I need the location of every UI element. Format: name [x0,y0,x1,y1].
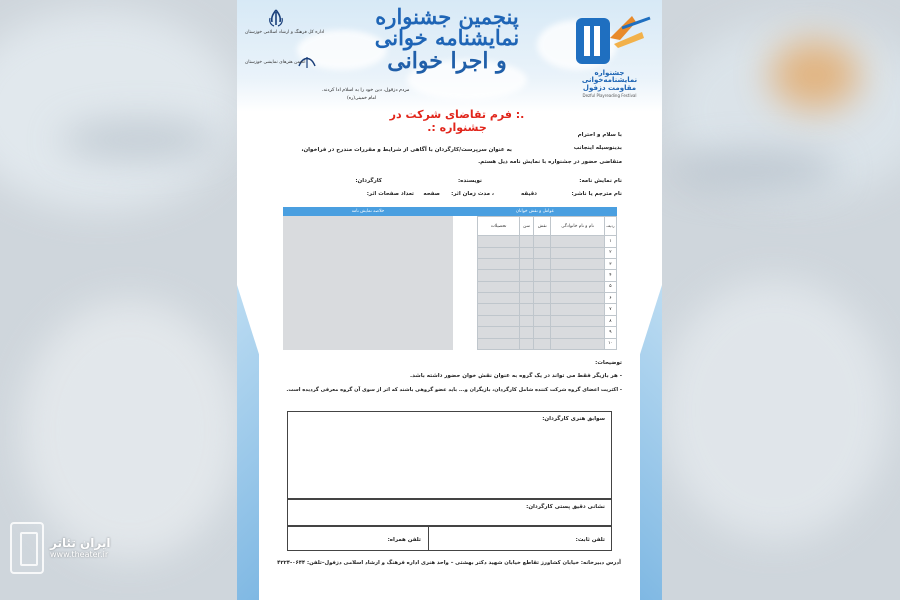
phone-divider [428,527,429,550]
watermark-title: ایران تئاتر [50,536,111,550]
col-education: تحصیلات [478,217,519,236]
table-row: ۱۰ [454,338,617,349]
col-row: ردیف [604,217,616,236]
motto-quote: مردم دزفول، دین خود را به اسلام ادا کردند. [322,88,410,93]
site-watermark [10,518,140,578]
table-row: ۵ [454,281,617,292]
col-role: نقش [534,217,551,236]
greeting: با سلام و احترام [577,132,622,138]
logo-text-en: Dezful Playreading Festival [582,93,637,99]
left-decoration [237,285,259,600]
duration-unit: دقیقه [521,191,537,197]
cast-header: عوامل و نقش خوانان [453,207,617,216]
right-decoration [640,285,662,600]
col-name: نام و نام خانوادگی [551,217,605,236]
table-row: ۷ [454,304,617,315]
table-row: ۹ [454,327,617,338]
table-row: ۱ [454,236,617,247]
festival-title [347,6,547,72]
table-row: ۳ [454,259,617,270]
author-label: نویسنده: [457,178,482,184]
summary-header: خلاصه نمایش نامه [283,207,453,216]
form-title: .: فرم تقاضای شرکت در جشنواره :. [389,108,525,134]
col-age: سن [519,217,534,236]
cast-table [453,216,617,350]
table-row: ۶ [454,293,617,304]
play-name-label: نام نمایش نامه: [579,178,622,184]
intro-continued: به عنوان سرپرست/کارگردان با آگاهی از شرایط و مقررات مندرج در فراخوان، [301,147,512,153]
pages-unit: صفحه [423,191,440,197]
address-box[interactable] [287,499,612,526]
org-association-name: انجمن هنرهای نمایشی خوزستان [245,60,306,65]
motto-author: امام خمینی(ره) [347,96,377,101]
note-1: - هر بازیگر فقط می تواند در یک گروه به عنوان نقش خوان حضور داشته باشد. [410,373,622,379]
org-ministry-name: اداره کل فرهنگ و ارشاد اسلامی خوزستان [245,30,325,35]
director-background-box[interactable] [287,411,612,499]
festival-logo-label [567,70,652,98]
iran-emblem-icon [265,8,287,28]
translator-label: نام مترجم یا ناشر: [571,191,622,197]
logo-text-line1: جشنواره نمایشنامه‌خوانی [581,69,638,85]
phone-box [287,526,612,551]
request-text: متقاضی حضور در جشنواره با نمایش نامه ذیل هستم. [478,159,622,165]
play-summary-area [283,216,453,350]
form-page [237,0,662,600]
intro-label: بدینوسیله اینجانب [573,145,622,151]
table-row: ۸ [454,315,617,326]
director-label: کارگردان: [355,178,382,184]
festival-title-line2: و اجرا خوانی [387,48,507,74]
note-2: - اکثریت اعضای گروه شرکت کننده شامل کارگردان، بازیگران و... باید عضو گروهی باشند که اثر از سوی آن گروه معرفی گردیده است. [286,387,622,393]
table-row: ۲ [454,247,617,258]
landline-label[interactable]: تلفن ثابت: [575,537,605,543]
duration-label: ، مدت زمان اثر: [451,191,494,197]
table-row: ۴ [454,270,617,281]
watermark-url: www.theater.ir [50,550,109,560]
logo-text-line2: مقاومت دزفول [582,83,637,92]
address-label: نشانی دقیق پستی کارگردان: [526,504,605,510]
pages-label: تعداد صفحات اثر: [366,191,414,197]
mobile-label[interactable]: تلفن همراه: [387,537,421,543]
secretariat-address: آدرس دبیرخانه: خیابان کشاورز تقاطع خیابان شهید دکتر بهشتی – واحد هنری اداره فرهنگ و ارشاد اسلامی دزفول–تلفن: ۰۶۴۴-۴۲۲۴ [277,560,621,566]
festival-title-line1: پنجمین جشنواره نمایشنامه خوانی [374,4,520,50]
background-label: سوابق هنری کارگردان: [542,416,605,422]
notes-title: توضیحات: [595,360,622,366]
theater-logo-icon [10,522,44,574]
